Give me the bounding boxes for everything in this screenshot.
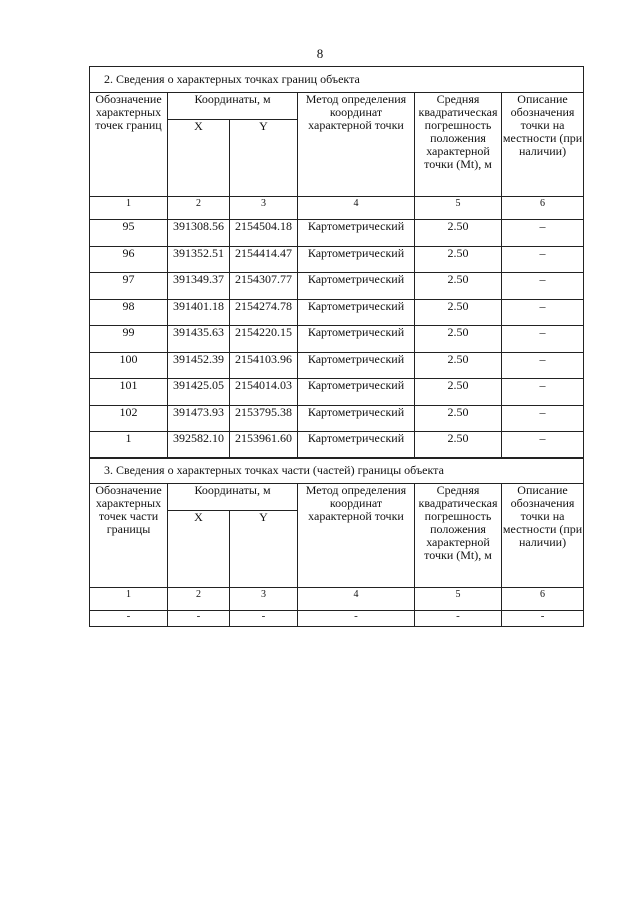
cell-y: 2154307.77	[230, 273, 298, 300]
cell-error: 2.50	[415, 405, 502, 432]
header-description: Описание обозначения точки на местности (при наличии)	[502, 93, 584, 197]
cell-x: -	[168, 611, 230, 627]
cell-method: Картометрический	[298, 379, 415, 406]
boundary-part-points-table	[89, 457, 584, 627]
boundary-points-table	[89, 66, 584, 459]
header-description: Описание обозначения точки на местности (при наличии)	[502, 484, 584, 588]
cell-description: -	[502, 611, 584, 627]
col-number: 1	[90, 588, 168, 611]
cell-method: Картометрический	[298, 299, 415, 326]
cell-x: 392582.10	[168, 432, 230, 459]
cell-x: 391349.37	[168, 273, 230, 300]
cell-description: –	[502, 352, 584, 379]
cell-point: 97	[90, 273, 168, 300]
cell-error: 2.50	[415, 246, 502, 273]
cell-y: 2154414.47	[230, 246, 298, 273]
cell-y: -	[230, 611, 298, 627]
cell-error: 2.50	[415, 273, 502, 300]
cell-method: -	[298, 611, 415, 627]
column-numbers-row	[90, 588, 584, 611]
cell-point: 99	[90, 326, 168, 353]
cell-method: Картометрический	[298, 405, 415, 432]
table-row	[90, 246, 584, 273]
cell-method: Картометрический	[298, 273, 415, 300]
header-error: Средняя квадратическая погрешность положения характерной точки (Mt), м	[415, 93, 502, 197]
cell-point: 96	[90, 246, 168, 273]
cell-method: Картометрический	[298, 352, 415, 379]
cell-x: 391425.05	[168, 379, 230, 406]
cell-point: 1	[90, 432, 168, 459]
table-row	[90, 405, 584, 432]
cell-method: Картометрический	[298, 246, 415, 273]
cell-x: 391452.39	[168, 352, 230, 379]
header-method: Метод определения координат характерной точки	[298, 93, 415, 197]
cell-description: –	[502, 299, 584, 326]
header-point: Обозначение характерных точек части границы	[90, 484, 168, 588]
table-row	[90, 611, 584, 627]
cell-description: –	[502, 273, 584, 300]
cell-description: –	[502, 432, 584, 459]
cell-error: -	[415, 611, 502, 627]
col-number: 4	[298, 197, 415, 220]
cell-description: –	[502, 246, 584, 273]
cell-error: 2.50	[415, 352, 502, 379]
header-error: Средняя квадратическая погрешность положения характерной точки (Mt), м	[415, 484, 502, 588]
cell-description: –	[502, 326, 584, 353]
table-row	[90, 326, 584, 353]
cell-x: 391435.63	[168, 326, 230, 353]
cell-point: 98	[90, 299, 168, 326]
col-number: 4	[298, 588, 415, 611]
cell-y: 2153795.38	[230, 405, 298, 432]
table-row	[90, 379, 584, 406]
col-number: 1	[90, 197, 168, 220]
cell-y: 2154014.03	[230, 379, 298, 406]
cell-error: 2.50	[415, 432, 502, 459]
col-number: 5	[415, 588, 502, 611]
header-coords: Координаты, м	[168, 93, 298, 120]
cell-method: Картометрический	[298, 432, 415, 459]
section-3-title: 3. Сведения о характерных точках части (частей) границы объекта	[90, 458, 584, 484]
header-y: Y	[230, 511, 298, 588]
col-number: 6	[502, 197, 584, 220]
section-2-title: 2. Сведения о характерных точках границ объекта	[90, 67, 584, 93]
cell-description: –	[502, 379, 584, 406]
cell-y: 2153961.60	[230, 432, 298, 459]
cell-x: 391401.18	[168, 299, 230, 326]
header-method: Метод определения координат характерной точки	[298, 484, 415, 588]
cell-point: -	[90, 611, 168, 627]
table-row	[90, 299, 584, 326]
header-y: Y	[230, 120, 298, 197]
col-number: 5	[415, 197, 502, 220]
col-number: 6	[502, 588, 584, 611]
table-row	[90, 352, 584, 379]
header-x: X	[168, 511, 230, 588]
cell-x: 391352.51	[168, 246, 230, 273]
cell-error: 2.50	[415, 326, 502, 353]
cell-method: Картометрический	[298, 326, 415, 353]
cell-point: 101	[90, 379, 168, 406]
col-number: 3	[230, 588, 298, 611]
col-number: 2	[168, 197, 230, 220]
cell-description: –	[502, 405, 584, 432]
cell-point: 95	[90, 220, 168, 247]
cell-error: 2.50	[415, 220, 502, 247]
cell-description: –	[502, 220, 584, 247]
cell-y: 2154504.18	[230, 220, 298, 247]
cell-point: 102	[90, 405, 168, 432]
page-number: 8	[316, 46, 324, 61]
table-row	[90, 273, 584, 300]
cell-method: Картометрический	[298, 220, 415, 247]
header-point: Обозначение характерных точек границ	[90, 93, 168, 197]
cell-y: 2154220.15	[230, 326, 298, 353]
cell-y: 2154274.78	[230, 299, 298, 326]
table-row	[90, 432, 584, 459]
col-number: 2	[168, 588, 230, 611]
col-number: 3	[230, 197, 298, 220]
cell-error: 2.50	[415, 379, 502, 406]
header-x: X	[168, 120, 230, 197]
header-coords: Координаты, м	[168, 484, 298, 511]
table-row	[90, 220, 584, 247]
column-numbers-row	[90, 197, 584, 220]
cell-y: 2154103.96	[230, 352, 298, 379]
cell-error: 2.50	[415, 299, 502, 326]
cell-x: 391308.56	[168, 220, 230, 247]
cell-x: 391473.93	[168, 405, 230, 432]
cell-point: 100	[90, 352, 168, 379]
